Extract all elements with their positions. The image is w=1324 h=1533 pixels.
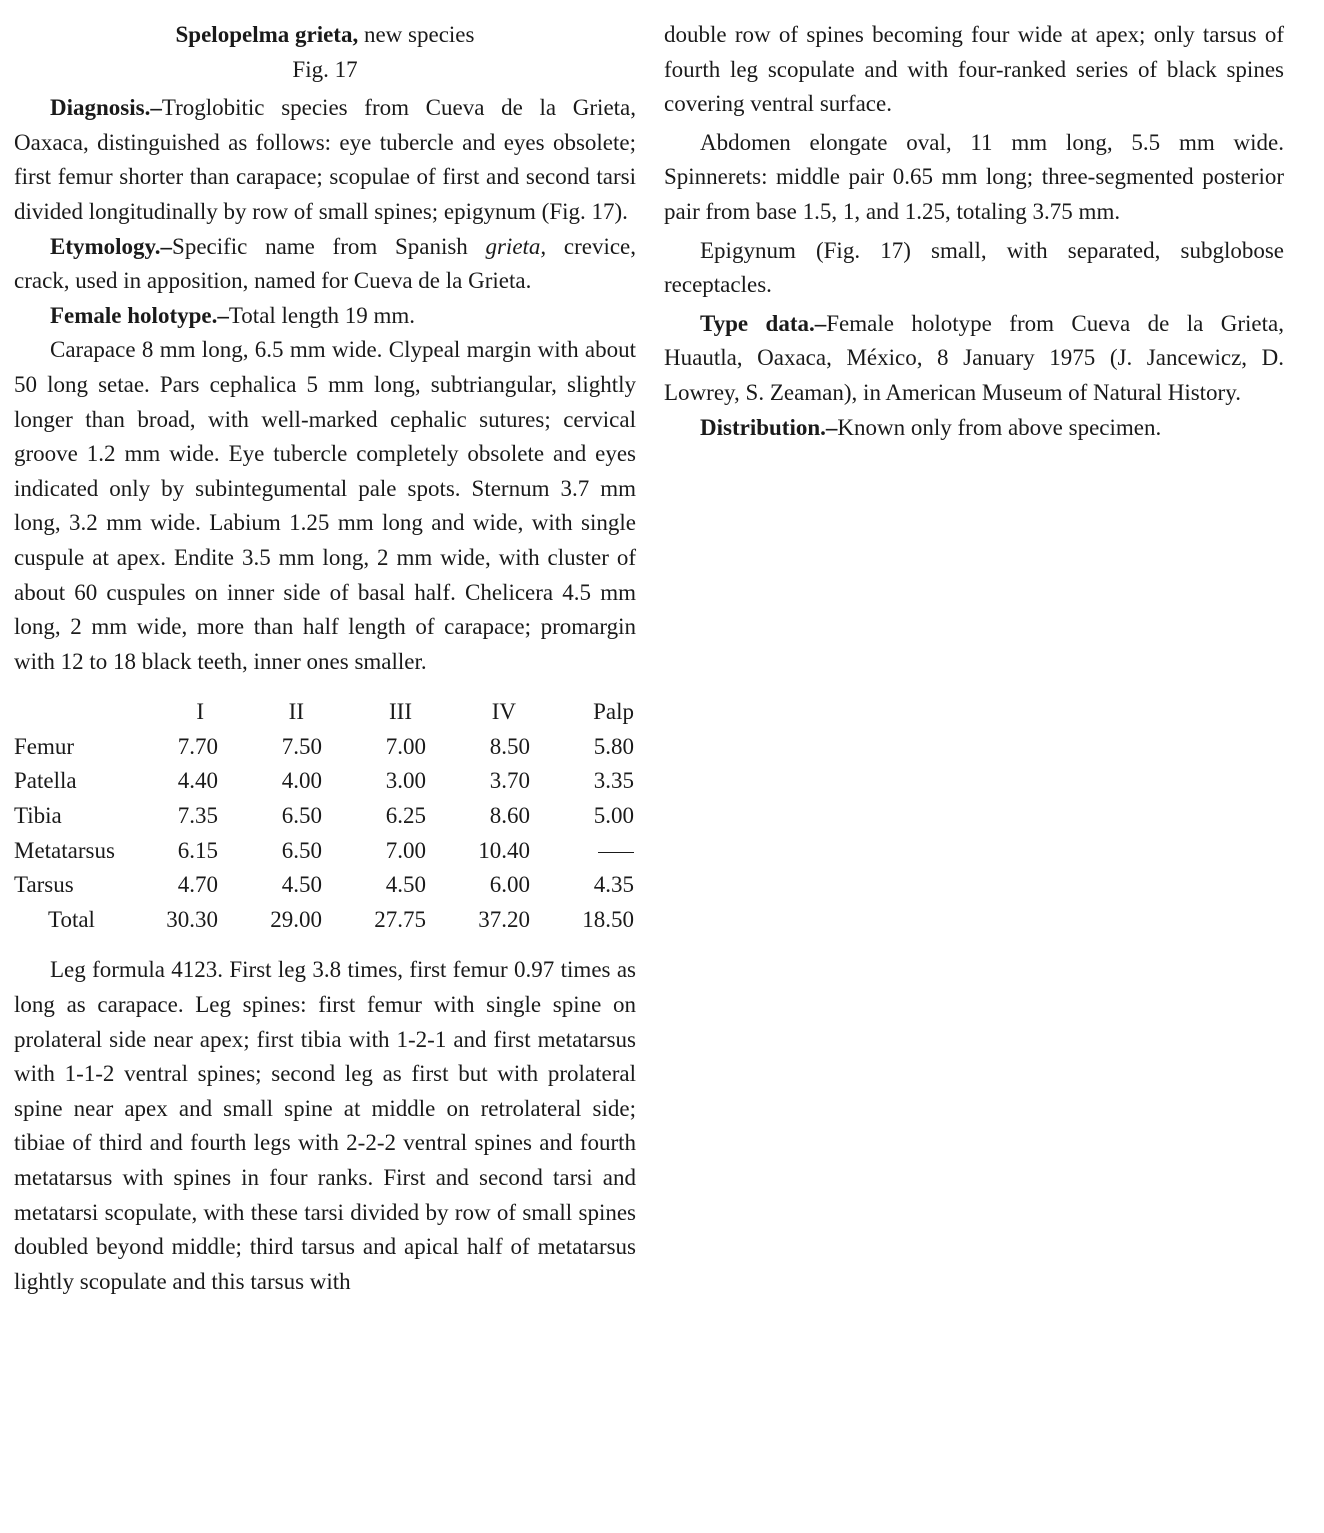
species-heading-rest: new species [358, 22, 475, 47]
table-cell: 6.25 [385, 803, 426, 829]
type-data-lead: Type data.– [700, 310, 827, 336]
female-holotype-text: Total length 19 mm. [228, 302, 416, 328]
table-cell: 6.50 [281, 803, 322, 829]
table-row [14, 799, 634, 834]
table-row [14, 764, 634, 799]
table-cell: 4.40 [177, 768, 218, 794]
row-label: Tarsus [14, 872, 74, 898]
table-total-row [14, 903, 634, 938]
table-cell: 3.70 [489, 768, 530, 794]
distribution-lead: Distribution.– [700, 414, 838, 440]
species-heading [14, 18, 636, 53]
total-cell: 30.30 [166, 906, 218, 932]
type-data-text: Female holotype from Cueva de la Grieta, Huautla, Oaxaca, México, 8 January 1975 (J. Jancewicz, D. Lowrey, S. Zeaman), in American Museum of Natural History. [664, 310, 1284, 405]
leg-spines-paragraph: Leg formula 4123. First leg 3.8 times, first femur 0.97 times as long as carapace. Leg spines: first femur with single spine on prolateral side near apex; first tibia with 1-2-1 and first metatarsus with 1-1-2 ventral spines; second leg as first but with prolateral spine near apex and small spine at middle on retrolateral side; tibiae of third and fourth legs with 2-2-2 ventral spines and fourth metatarsus with spines in four ranks. First and second tarsi and metatarsi scopulate, with these tarsi divided by row of small spines doubled beyond middle; third tarsus and apical half of metatarsus lightly scopulate and this tarsus with [14, 957, 636, 1294]
table-cell: 10.40 [478, 837, 530, 863]
table-row [14, 868, 634, 903]
table-cell: 8.60 [489, 803, 530, 829]
female-holotype-lead: Female holotype.– [50, 302, 229, 328]
total-cell: 18.50 [582, 906, 634, 932]
species-name: Spelopelma grieta, [175, 22, 359, 47]
etymology-italic: grieta, [485, 233, 547, 259]
table-cell: 7.70 [177, 733, 218, 759]
etymology-text-before: Specific name from Spanish [172, 233, 486, 259]
table-header-cell: IV [491, 699, 516, 725]
table-cell: 5.00 [593, 803, 634, 829]
distribution-paragraph [664, 411, 1284, 446]
type-data-paragraph [664, 307, 1284, 411]
table-cell: 6.00 [489, 872, 530, 898]
table-cell: 8.50 [489, 733, 530, 759]
etymology-text-after: crevice, crack, used in apposition, named for Cueva de la Grieta. [14, 233, 637, 294]
table-cell: 7.00 [385, 733, 426, 759]
table-cell: 4.70 [177, 872, 218, 898]
total-cell: 37.20 [478, 906, 530, 932]
epigynum-paragraph: Epigynum (Fig. 17) small, with separated, subglobose receptacles. [664, 237, 1284, 298]
distribution-text: Known only from above specimen. [837, 414, 1162, 440]
diagnosis-text: Troglobitic species from Cueva de la Grieta, Oaxaca, distinguished as follows: eye tubercle and eyes obsolete; first femur shorter than carapace; scopulae of first and second tarsi divided longitudinally by row of small spines; epigynum (Fig. 17). [14, 95, 636, 224]
continuation-paragraph: double row of spines becoming four wide at apex; only tarsus of fourth leg scopulate and with four-ranked series of black spines covering ventral surface. [664, 22, 1284, 117]
table-cell: 4.00 [281, 768, 322, 794]
female-holotype-paragraph [14, 299, 636, 334]
total-cell: 27.75 [374, 906, 426, 932]
table-row [14, 834, 634, 869]
abdomen-paragraph: Abdomen elongate oval, 11 mm long, 5.5 mm wide. Spinnerets: middle pair 0.65 mm long; three-segmented posterior pair from base 1.5, 1, and 1.25, totaling 3.75 mm. [664, 129, 1284, 224]
table-header-cell [14, 695, 154, 730]
diagnosis-paragraph [14, 91, 636, 229]
table-cell: 4.50 [385, 872, 426, 898]
etymology-lead: Etymology.– [50, 233, 173, 259]
row-label: Tibia [14, 803, 62, 829]
table-cell: 7.50 [281, 733, 322, 759]
table-cell: 3.00 [385, 768, 426, 794]
table-cell: 7.00 [385, 837, 426, 863]
table-row [14, 730, 634, 765]
left-column [14, 18, 636, 1299]
table-cell: 5.80 [593, 733, 634, 759]
carapace-paragraph: Carapace 8 mm long, 6.5 mm wide. Clypeal margin with about 50 long setae. Pars cephalica 5 mm long, subtriangular, slightly longer than broad, with well-marked cephalic sutures; cervical groove 1.2 mm wide. Eye tubercle completely obsolete and eyes indicated only by subintegumental pale spots. Sternum 3.7 mm long, 3.2 mm wide. Labium 1.25 mm long and wide, with single cuspule at apex. Endite 3.5 mm long, 2 mm wide, with cluster of about 60 cuspules on inner side of basal half. Chelicera 4.5 mm long, 2 mm wide, more than half length of carapace; promargin with 12 to 18 black teeth, inner ones smaller. [14, 337, 636, 674]
table-cell: 4.50 [281, 872, 322, 898]
table-header-cell: I [196, 699, 204, 725]
total-label: Total [48, 906, 95, 932]
table-header-cell: II [288, 699, 304, 725]
diagnosis-lead: Diagnosis.– [50, 95, 162, 121]
figure-reference: Fig. 17 [292, 56, 358, 82]
empty-value-dash [598, 852, 634, 853]
row-label: Patella [14, 768, 77, 794]
row-label: Metatarsus [14, 837, 115, 863]
table-cell: 4.35 [593, 872, 634, 898]
table-cell: 7.35 [177, 803, 218, 829]
table-cell [530, 834, 634, 869]
leg-measurements-table [14, 695, 634, 937]
table-header-row [14, 695, 634, 730]
table-header-cell: Palp [593, 699, 634, 725]
table-header-cell: III [389, 699, 412, 725]
table-cell: 6.15 [177, 837, 218, 863]
total-cell: 29.00 [270, 906, 322, 932]
right-column [664, 18, 1284, 445]
row-label: Femur [14, 733, 75, 759]
etymology-paragraph [14, 230, 636, 299]
table-cell: 3.35 [593, 768, 634, 794]
table-cell: 6.50 [281, 837, 322, 863]
